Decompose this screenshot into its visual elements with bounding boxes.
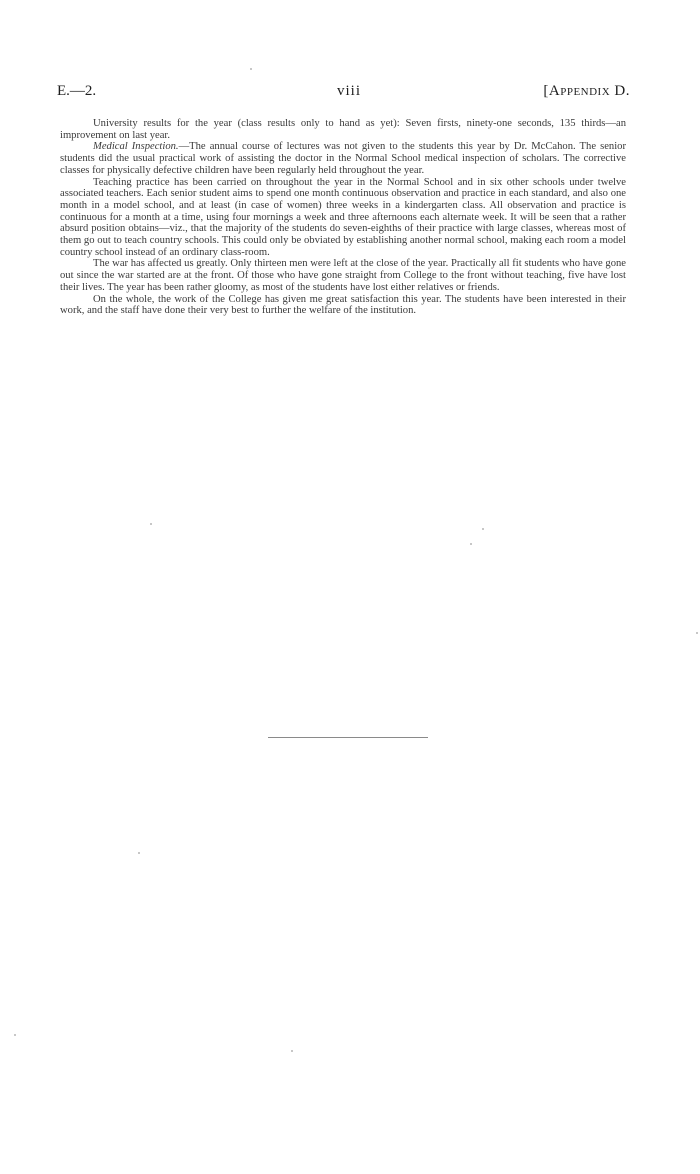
closing-rule [268, 737, 428, 738]
page-header [57, 83, 630, 105]
paragraph-text: —The annual course of lectures was not given to the students this year by Dr. McCahon. The senior students did the usual practical work of assisting the doctor in the Normal School medical inspection of scholars. The corrective classes for physically defective children have been regularly held throughout the year. [60, 141, 626, 176]
paragraph-medical-inspection [60, 141, 626, 176]
paragraph-conclusion [60, 294, 626, 317]
report-body [60, 118, 626, 317]
page-number: viii [337, 83, 362, 99]
paragraph-text: University results for the year (class results only to hand as yet): Seven firsts, ninety-one seconds, 135 thirds—an improvement on last year. [60, 118, 626, 141]
paragraph-teaching-practice [60, 177, 626, 259]
paragraph-war-effects [60, 258, 626, 293]
paragraph-text: On the whole, the work of the College has given me great satisfaction this year. The students have been interested in their work, and the staff have done their very best to further the welfare of the institution. [60, 293, 626, 317]
document-reference: E.—2. [57, 83, 97, 99]
paragraph-university-results [60, 118, 626, 141]
appendix-label: [Appendix D. [543, 83, 630, 99]
section-heading: Medical Inspection. [93, 141, 179, 153]
paragraph-text: Teaching practice has been carried on throughout the year in the Normal School and in six other schools under twelve associated teachers. Each senior student aims to spend one month continuous observation and practice in each standard, and also one month in a model school, and at least (in case of women) three weeks in a kindergarten class. All observation and practice is continuous for a month at a time, using four mornings a week and three afternoons each alternate week. It will be seen that a rather absurd position obtains—viz., that the majority of the students do seven-eighths of their practice with large classes, whereas most of them go out to teach country schools. This could only be obviated by establishing another normal school, making each room a model country school instead of an ordinary class-room. [60, 176, 626, 258]
paragraph-text: The war has affected us greatly. Only thirteen men were left at the close of the year. Practically all fit students who have gone out since the war started are at the front. Of those who have gone straight from College to the front without teaching, five have lost their lives. The year has been rather gloomy, as most of the students have lost either relatives or friends. [60, 258, 626, 293]
